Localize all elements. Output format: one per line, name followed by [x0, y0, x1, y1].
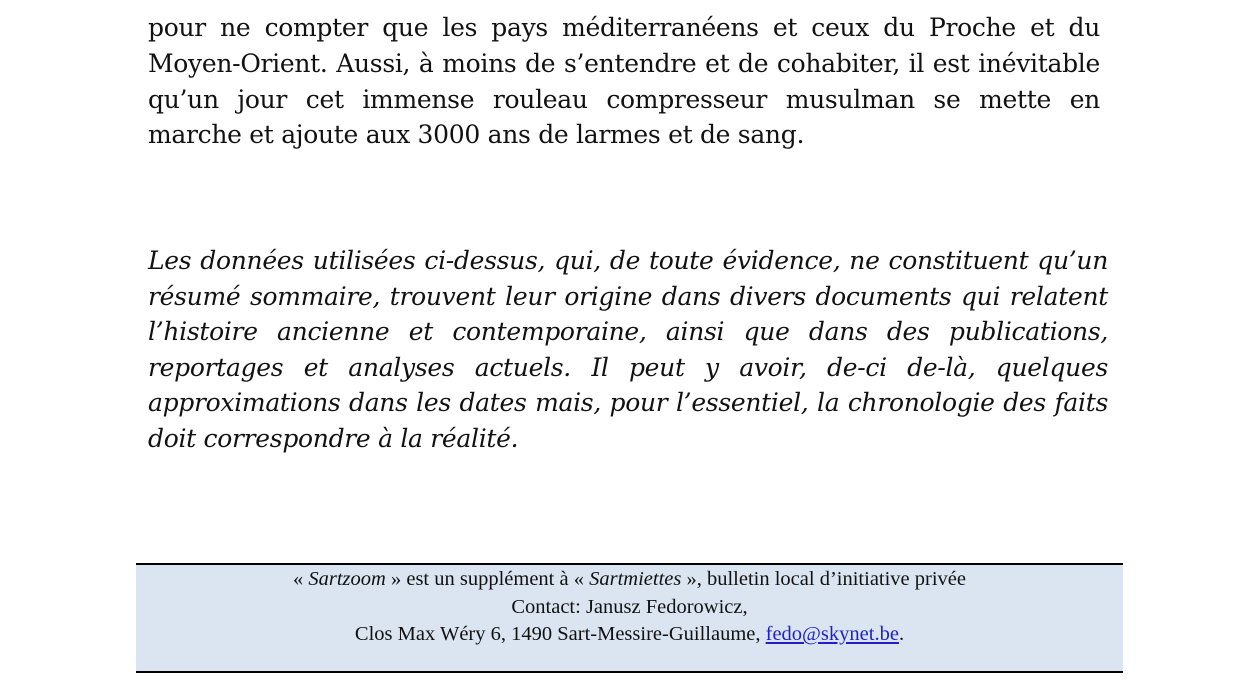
body-paragraph-sources-note: Les données utilisées ci-dessus, qui, de toute évidence, ne constituent qu’un résumé sommaire, trouvent leur origine dans divers documents qui relatent l’histoire ancienne et contemporaine, ainsi que dans des publications, reportages et analyses actuels. Il peut y avoir, de-ci de-là, quelques approximations dans les dates mais, pour l’essentiel, la chronologie des faits doit correspondre à la réalité. [148, 246, 1108, 453]
footer-address-period: . [898, 623, 905, 645]
publication-name-sartmiettes: Sartmiettes [589, 568, 682, 590]
footer-bulletin-text: », bulletin local d’initiative privée [681, 568, 966, 590]
footer-address: Clos Max Wéry 6, 1490 Sart-Messire-Guillaume, [354, 623, 766, 645]
body-paragraph-conclusion: pour ne compter que les pays méditerranéens et ceux du Proche et du Moyen-Orient. Aussi, à moins de s’entendre et de cohabiter, il est inévitable qu’un jour cet immense rouleau compresseur musulman se mette en marche et ajoute aux 3000 ans de larmes et de sang. [148, 13, 1100, 150]
footer-contact-line: Contact: Janusz Fedorowicz, [511, 595, 748, 618]
footer-address-line [136, 621, 1123, 649]
footer-box [136, 563, 1123, 673]
footer-quote-open: « [293, 568, 309, 590]
footer-publication-line [136, 566, 1123, 594]
email-link[interactable]: fedo@skynet.be [765, 623, 899, 645]
footer-supplement-text: » est un supplément à « [385, 568, 590, 590]
publication-name-sartzoom: Sartzoom [308, 568, 386, 590]
